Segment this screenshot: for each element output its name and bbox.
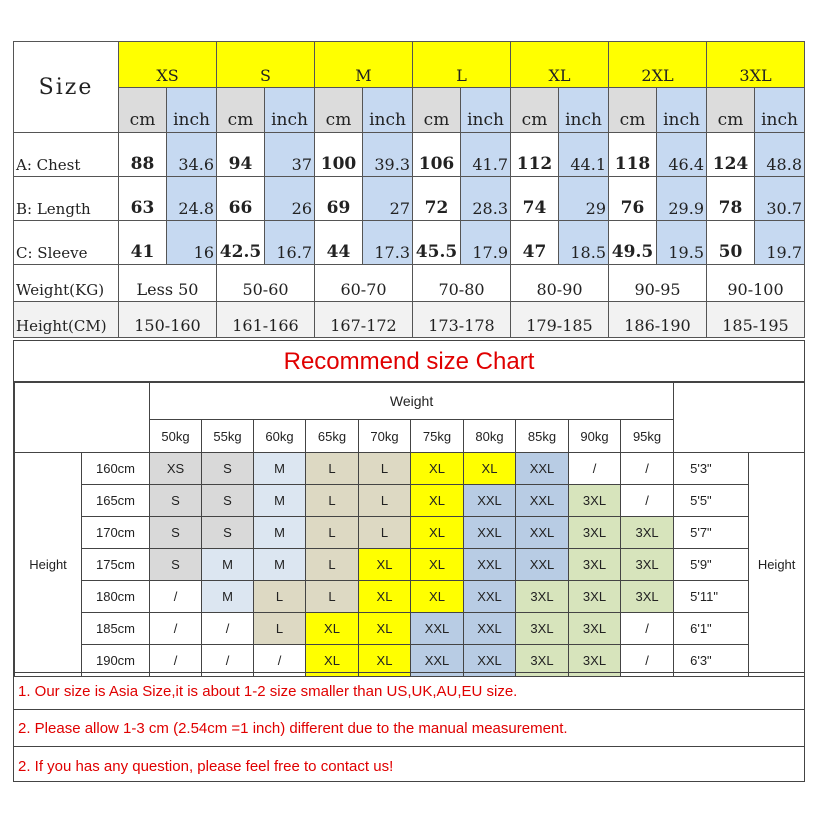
table-cell: 90-100 bbox=[707, 265, 805, 302]
table-cell: 173-178 bbox=[413, 302, 511, 338]
weight-column-header: 50kg bbox=[150, 420, 202, 453]
height-ft: 5'7" bbox=[674, 517, 749, 549]
size-cell: XXL bbox=[516, 453, 569, 485]
table-cell: 124 bbox=[707, 133, 755, 177]
size-cell: XXL bbox=[411, 613, 464, 645]
size-cell: XL bbox=[411, 549, 464, 581]
size-header-l: L bbox=[413, 42, 511, 88]
table-cell: 90-95 bbox=[609, 265, 707, 302]
table-cell: 19.7 bbox=[755, 221, 805, 265]
weight-header-row bbox=[15, 383, 805, 420]
table-cell: 60-70 bbox=[315, 265, 413, 302]
table-cell: 39.3 bbox=[363, 133, 413, 177]
size-cell: / bbox=[254, 645, 306, 677]
size-cell: / bbox=[202, 613, 254, 645]
height-ft: 6'1" bbox=[674, 613, 749, 645]
size-cell: XL bbox=[359, 645, 411, 677]
recommend-table bbox=[14, 382, 805, 677]
size-cell: L bbox=[306, 549, 359, 581]
size-cell: M bbox=[202, 549, 254, 581]
size-cell: XL bbox=[359, 613, 411, 645]
size-header-s: S bbox=[217, 42, 315, 88]
note-measurement: 2. Please allow 1-3 cm (2.54cm =1 inch) different due to the manual measurement. bbox=[14, 709, 804, 746]
table-row bbox=[15, 613, 805, 645]
height-ft: 5'3" bbox=[674, 453, 749, 485]
table-cell: 27 bbox=[363, 177, 413, 221]
weight-column-header: 70kg bbox=[359, 420, 411, 453]
table-cell: 44 bbox=[315, 221, 363, 265]
table-cell: 50-60 bbox=[217, 265, 315, 302]
height-row bbox=[14, 302, 805, 338]
size-cell: 3XL bbox=[516, 581, 569, 613]
unit-cm: cm bbox=[413, 88, 461, 133]
table-cell: 78 bbox=[707, 177, 755, 221]
size-cell: XL bbox=[411, 517, 464, 549]
size-cell: S bbox=[202, 485, 254, 517]
height-ft: 6'3" bbox=[674, 645, 749, 677]
size-cell: / bbox=[150, 645, 202, 677]
size-corner-label: Size bbox=[14, 42, 119, 133]
table-cell: 88 bbox=[119, 133, 167, 177]
table-cell: 63 bbox=[119, 177, 167, 221]
weight-column-header: 85kg bbox=[516, 420, 569, 453]
weight-label: Weight bbox=[150, 383, 674, 420]
unit-cm: cm bbox=[511, 88, 559, 133]
size-cell: / bbox=[150, 581, 202, 613]
row-label-chest: A: Chest bbox=[14, 133, 119, 177]
size-cell: XXL bbox=[411, 645, 464, 677]
height-ft: 5'5" bbox=[674, 485, 749, 517]
size-cell: / bbox=[621, 645, 674, 677]
table-cell: 150-160 bbox=[119, 302, 217, 338]
size-cell: L bbox=[359, 453, 411, 485]
unit-inch: inch bbox=[559, 88, 609, 133]
size-cell: 3XL bbox=[569, 581, 621, 613]
size-cell: XXL bbox=[464, 645, 516, 677]
size-cell: XS bbox=[150, 453, 202, 485]
size-cell: 3XL bbox=[569, 645, 621, 677]
table-cell: 19.5 bbox=[657, 221, 707, 265]
table-cell: 26 bbox=[265, 177, 315, 221]
size-cell: 3XL bbox=[569, 549, 621, 581]
size-cell: L bbox=[306, 517, 359, 549]
weight-column-header: 60kg bbox=[254, 420, 306, 453]
table-cell: 118 bbox=[609, 133, 657, 177]
table-cell: 34.6 bbox=[167, 133, 217, 177]
table-cell: 18.5 bbox=[559, 221, 609, 265]
weight-row bbox=[14, 265, 805, 302]
table-cell: 44.1 bbox=[559, 133, 609, 177]
table-cell: 74 bbox=[511, 177, 559, 221]
size-cell: XL bbox=[411, 485, 464, 517]
unit-inch: inch bbox=[755, 88, 805, 133]
table-row bbox=[15, 581, 805, 613]
height-cm: 160cm bbox=[82, 453, 150, 485]
height-cm: 170cm bbox=[82, 517, 150, 549]
sleeve-row bbox=[14, 221, 805, 265]
height-ft: 5'11" bbox=[674, 581, 749, 613]
size-cell: XXL bbox=[464, 613, 516, 645]
size-cell: 3XL bbox=[516, 645, 569, 677]
table-cell: 49.5 bbox=[609, 221, 657, 265]
size-cell: / bbox=[621, 613, 674, 645]
size-cell: XL bbox=[411, 581, 464, 613]
size-cell: / bbox=[150, 613, 202, 645]
table-cell: 167-172 bbox=[315, 302, 413, 338]
weight-column-header: 55kg bbox=[202, 420, 254, 453]
table-cell: 41 bbox=[119, 221, 167, 265]
size-header-2xl: 2XL bbox=[609, 42, 707, 88]
table-cell: 37 bbox=[265, 133, 315, 177]
size-cell: / bbox=[569, 453, 621, 485]
table-cell: 106 bbox=[413, 133, 461, 177]
size-cell: 3XL bbox=[569, 517, 621, 549]
height-cm: 185cm bbox=[82, 613, 150, 645]
table-cell: 72 bbox=[413, 177, 461, 221]
table-cell: 47 bbox=[511, 221, 559, 265]
table-cell: 28.3 bbox=[461, 177, 511, 221]
size-cell: XL bbox=[464, 453, 516, 485]
recommend-chart bbox=[13, 340, 805, 782]
row-label-length: B: Length bbox=[14, 177, 119, 221]
size-cell: L bbox=[306, 453, 359, 485]
table-cell: 41.7 bbox=[461, 133, 511, 177]
size-header-xs: XS bbox=[119, 42, 217, 88]
row-label-sleeve: C: Sleeve bbox=[14, 221, 119, 265]
table-cell: 29.9 bbox=[657, 177, 707, 221]
table-cell: 80-90 bbox=[511, 265, 609, 302]
table-cell: 30.7 bbox=[755, 177, 805, 221]
table-cell: 42.5 bbox=[217, 221, 265, 265]
size-cell: L bbox=[254, 613, 306, 645]
note-contact: 2. If you has any question, please feel free to contact us! bbox=[14, 746, 804, 785]
table-row bbox=[15, 453, 805, 485]
size-cell: L bbox=[359, 485, 411, 517]
unit-inch: inch bbox=[167, 88, 217, 133]
unit-inch: inch bbox=[363, 88, 413, 133]
table-cell: 50 bbox=[707, 221, 755, 265]
table-cell: 17.9 bbox=[461, 221, 511, 265]
size-header-m: M bbox=[315, 42, 413, 88]
size-cell: L bbox=[306, 581, 359, 613]
height-cm: 190cm bbox=[82, 645, 150, 677]
height-cm: 180cm bbox=[82, 581, 150, 613]
height-cm: 175cm bbox=[82, 549, 150, 581]
size-cell: XL bbox=[411, 453, 464, 485]
size-cell: 3XL bbox=[621, 581, 674, 613]
table-cell: 76 bbox=[609, 177, 657, 221]
table-cell: 45.5 bbox=[413, 221, 461, 265]
size-header-xl: XL bbox=[511, 42, 609, 88]
table-cell: 112 bbox=[511, 133, 559, 177]
weight-column-header: 65kg bbox=[306, 420, 359, 453]
size-cell: 3XL bbox=[621, 517, 674, 549]
weight-column-header: 80kg bbox=[464, 420, 516, 453]
size-cell: 3XL bbox=[516, 613, 569, 645]
table-cell: 24.8 bbox=[167, 177, 217, 221]
table-cell: 16 bbox=[167, 221, 217, 265]
size-cell: XL bbox=[306, 645, 359, 677]
size-cell: 3XL bbox=[621, 549, 674, 581]
table-cell: 48.8 bbox=[755, 133, 805, 177]
size-cell: M bbox=[254, 549, 306, 581]
table-row bbox=[15, 517, 805, 549]
size-cell: XL bbox=[306, 613, 359, 645]
unit-cm: cm bbox=[315, 88, 363, 133]
weight-column-header: 95kg bbox=[621, 420, 674, 453]
unit-row bbox=[14, 88, 805, 133]
table-cell: 100 bbox=[315, 133, 363, 177]
size-cell: XXL bbox=[464, 485, 516, 517]
size-header-3xl: 3XL bbox=[707, 42, 805, 88]
table-row bbox=[15, 549, 805, 581]
unit-inch: inch bbox=[657, 88, 707, 133]
size-cell: / bbox=[202, 645, 254, 677]
unit-cm: cm bbox=[119, 88, 167, 133]
table-cell: 16.7 bbox=[265, 221, 315, 265]
table-cell: 17.3 bbox=[363, 221, 413, 265]
row-label-height: Height(CM) bbox=[14, 302, 119, 338]
weight-column-header: 75kg bbox=[411, 420, 464, 453]
size-cell: L bbox=[359, 517, 411, 549]
size-cell: XXL bbox=[516, 549, 569, 581]
size-cell: S bbox=[202, 517, 254, 549]
size-cell: M bbox=[254, 517, 306, 549]
size-cell: XL bbox=[359, 581, 411, 613]
size-cell: S bbox=[150, 485, 202, 517]
size-cell: XXL bbox=[516, 517, 569, 549]
size-cell: L bbox=[254, 581, 306, 613]
size-cell: S bbox=[150, 517, 202, 549]
size-cell: XXL bbox=[516, 485, 569, 517]
size-cell: L bbox=[306, 485, 359, 517]
table-cell: 186-190 bbox=[609, 302, 707, 338]
table-cell: 179-185 bbox=[511, 302, 609, 338]
table-row bbox=[15, 485, 805, 517]
chest-row bbox=[14, 133, 805, 177]
size-cell: 3XL bbox=[569, 485, 621, 517]
table-cell: 29 bbox=[559, 177, 609, 221]
size-cell: / bbox=[621, 453, 674, 485]
unit-cm: cm bbox=[217, 88, 265, 133]
size-table bbox=[13, 41, 805, 338]
height-label-right: Height bbox=[749, 453, 805, 677]
size-cell: XL bbox=[359, 549, 411, 581]
size-cell: XXL bbox=[464, 581, 516, 613]
size-cell: M bbox=[254, 485, 306, 517]
size-cell: M bbox=[202, 581, 254, 613]
table-cell: 161-166 bbox=[217, 302, 315, 338]
height-cm: 165cm bbox=[82, 485, 150, 517]
size-cell: XXL bbox=[464, 517, 516, 549]
table-cell: Less 50 bbox=[119, 265, 217, 302]
size-cell: 3XL bbox=[569, 613, 621, 645]
size-cell: / bbox=[621, 485, 674, 517]
length-row bbox=[14, 177, 805, 221]
table-cell: 94 bbox=[217, 133, 265, 177]
size-cell: S bbox=[150, 549, 202, 581]
row-label-weight: Weight(KG) bbox=[14, 265, 119, 302]
blank-corner-right bbox=[674, 383, 805, 453]
size-cell: M bbox=[254, 453, 306, 485]
height-label-left: Height bbox=[15, 453, 82, 677]
unit-cm: cm bbox=[707, 88, 755, 133]
unit-inch: inch bbox=[265, 88, 315, 133]
unit-inch: inch bbox=[461, 88, 511, 133]
table-cell: 66 bbox=[217, 177, 265, 221]
size-cell: S bbox=[202, 453, 254, 485]
height-ft: 5'9" bbox=[674, 549, 749, 581]
unit-cm: cm bbox=[609, 88, 657, 133]
note-asia-size: 1. Our size is Asia Size,it is about 1-2 size smaller than US,UK,AU,EU size. bbox=[14, 672, 804, 709]
table-cell: 46.4 bbox=[657, 133, 707, 177]
notes bbox=[14, 672, 804, 785]
blank-corner bbox=[15, 383, 150, 453]
weight-column-header: 90kg bbox=[569, 420, 621, 453]
size-cell: XXL bbox=[464, 549, 516, 581]
table-cell: 185-195 bbox=[707, 302, 805, 338]
recommend-title: Recommend size Chart bbox=[14, 341, 804, 382]
table-cell: 70-80 bbox=[413, 265, 511, 302]
table-cell: 69 bbox=[315, 177, 363, 221]
